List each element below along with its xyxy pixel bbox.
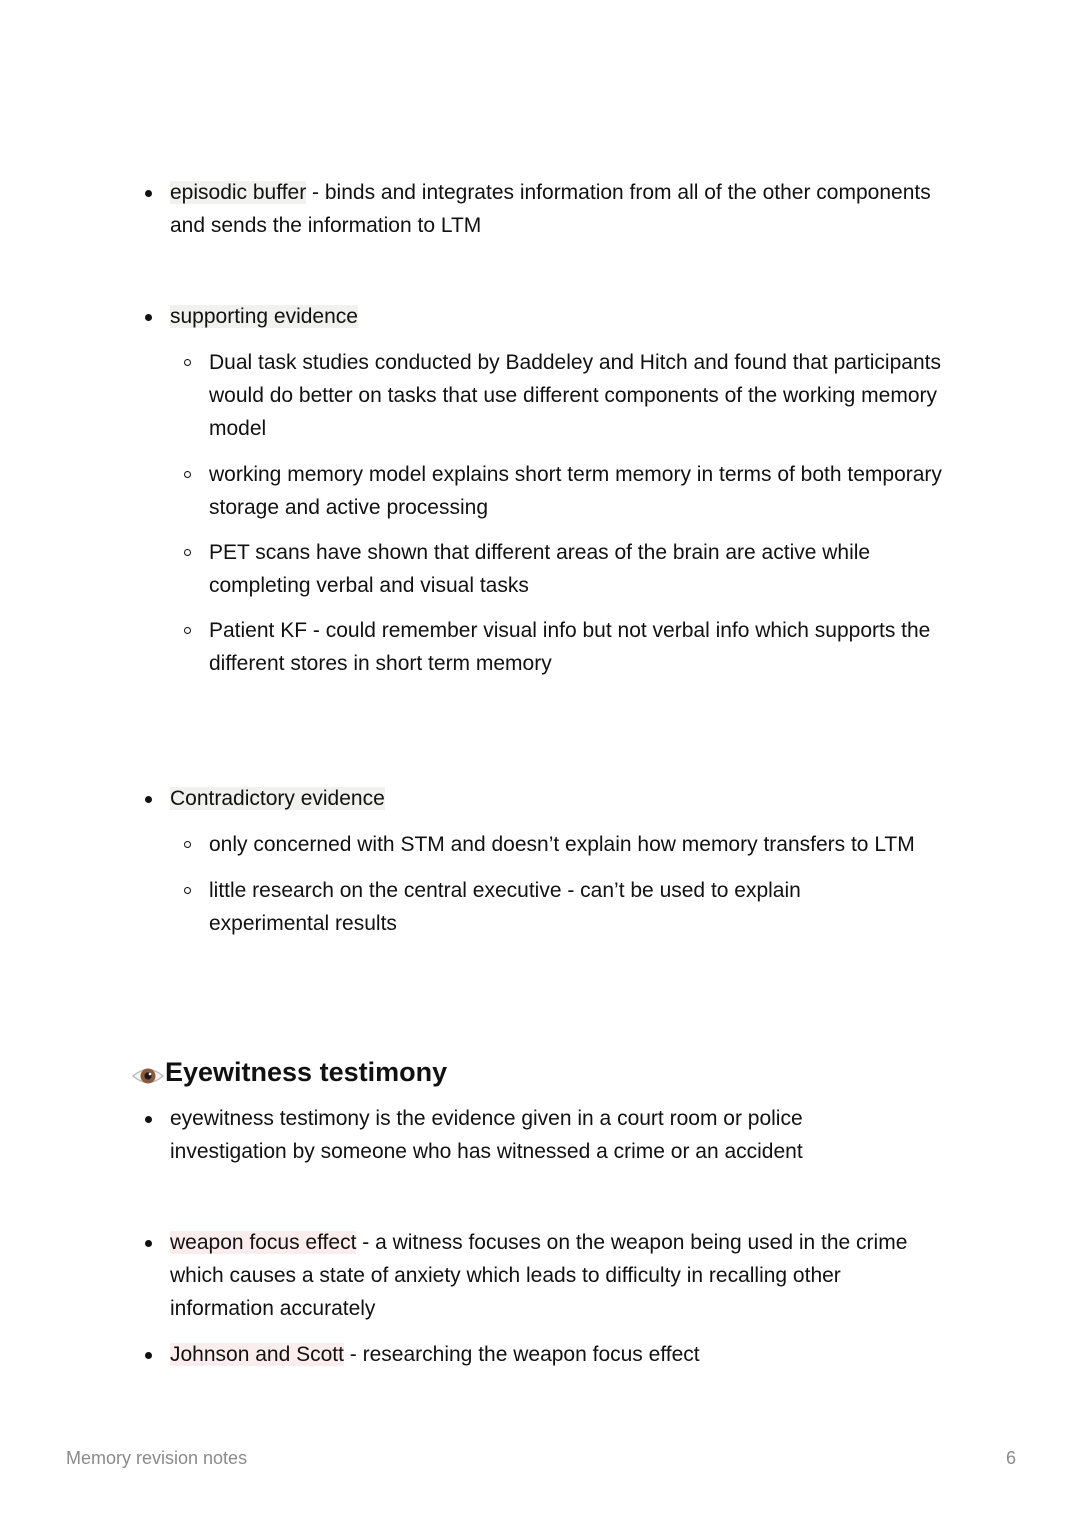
list-item-eyewitness-definition [170, 1102, 870, 1168]
item-text: Patient KF - could remember visual info but not verbal info which supports the different stores in short term memory [209, 619, 931, 675]
sub-list-item [209, 536, 959, 602]
bullet-icon [145, 1352, 152, 1359]
list-item-weapon-focus-effect [170, 1226, 950, 1325]
item-text: only concerned with STM and doesn’t explain how memory transfers to LTM [209, 833, 915, 856]
item-text: - a witness focuses on the weapon being used in the crime which causes a state of anxiety which leads to difficulty in recalling other information accurately [170, 1231, 908, 1320]
list-item-johnson-and-scott [170, 1338, 960, 1371]
highlighted-term: episodic buffer [170, 181, 307, 204]
section-heading [131, 1053, 447, 1091]
sub-list-item [209, 828, 969, 861]
bullet-icon [145, 314, 152, 321]
bullet-icon [145, 1116, 152, 1123]
item-text: - researching the weapon focus effect [343, 1343, 700, 1366]
highlighted-term: Johnson and Scott [170, 1343, 344, 1366]
eye-icon [131, 1060, 165, 1084]
hollow-bullet-icon [184, 841, 191, 848]
item-text: PET scans have shown that different areas of the brain are active while completing verbal and visual tasks [209, 541, 871, 597]
hollow-bullet-icon [184, 471, 191, 478]
sub-list-item [209, 346, 959, 445]
footer-page-number: 6 [1005, 1448, 1016, 1468]
footer-document-title: Memory revision notes [66, 1448, 248, 1468]
sub-list-item [209, 614, 959, 680]
hollow-bullet-icon [184, 359, 191, 366]
item-text: Dual task studies conducted by Baddeley and Hitch and found that participants would do better on tasks that use different components of the working memory model [209, 351, 941, 440]
list-item-episodic-buffer [170, 176, 960, 242]
hollow-bullet-icon [184, 549, 191, 556]
sub-list-item [209, 458, 959, 524]
item-text: eyewitness testimony is the evidence given in a court room or police investigation by someone who has witnessed a crime or an accident [170, 1107, 803, 1163]
list-item-supporting-evidence [170, 300, 960, 333]
highlighted-term: weapon focus effect [170, 1231, 357, 1254]
bullet-icon [145, 796, 152, 803]
hollow-bullet-icon [184, 627, 191, 634]
section-title: Eyewitness testimony [165, 1057, 448, 1087]
item-text: - binds and integrates information from all of the other components and sends the information to LTM [170, 181, 931, 237]
highlighted-term: supporting evidence [170, 305, 358, 328]
item-text: little research on the central executive - can’t be used to explain experimental results [209, 879, 801, 935]
item-text: working memory model explains short term memory in terms of both temporary storage and active processing [209, 463, 942, 519]
bullet-icon [145, 1240, 152, 1247]
sub-list-item [209, 874, 849, 940]
list-item-contradictory-evidence [170, 782, 960, 815]
highlighted-term: Contradictory evidence [170, 787, 385, 810]
bullet-icon [145, 190, 152, 197]
hollow-bullet-icon [184, 887, 191, 894]
